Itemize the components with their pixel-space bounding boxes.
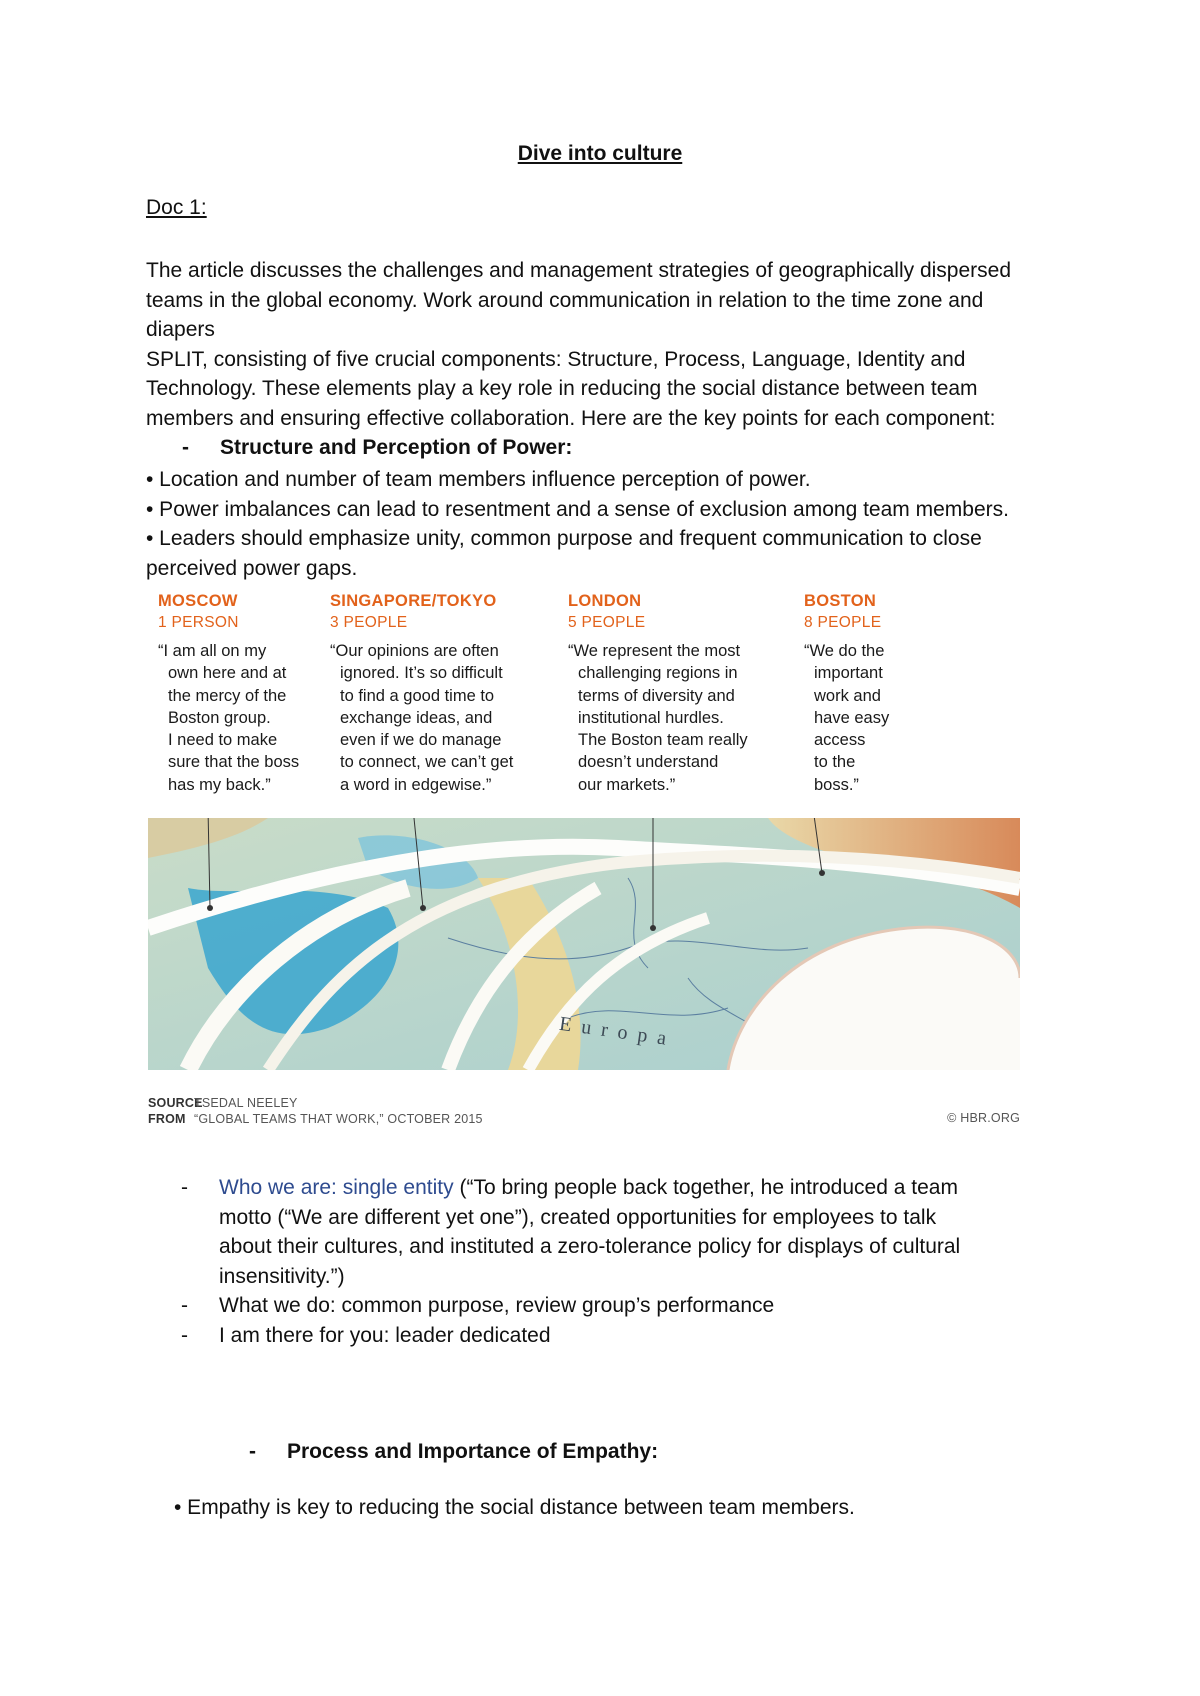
quote-line: own here and at (168, 664, 287, 683)
map-illustration (148, 818, 1020, 1070)
dash-item-text: I am there for you: leader dedicated (219, 1323, 551, 1347)
quote-line: sure that the boss (168, 753, 300, 772)
dash-marker: - (249, 1440, 256, 1463)
quote (568, 640, 788, 796)
quote-line: to the (814, 753, 856, 772)
quote-line: terms of diversity and (578, 686, 735, 705)
quote-line: Boston group. (168, 708, 271, 727)
city-label: SINGAPORE/TOKYO (330, 592, 497, 610)
dash-item-text: insensitivity.”) (219, 1264, 345, 1288)
from-label: FROM (148, 1112, 186, 1126)
people-count: 1 PERSON (158, 614, 239, 631)
intro-line: Technology. These elements play a key role in reducing the social distance between team (146, 377, 978, 400)
dash-marker: - (181, 1176, 188, 1199)
quote-line: challenging regions in (578, 664, 738, 683)
figure-column-london (568, 590, 788, 796)
quote-line: access (814, 731, 866, 750)
quote-line: important (814, 664, 883, 683)
quote-line: “We do the (804, 642, 885, 660)
intro-line: The article discusses the challenges and management strategies of geographically dispersed (146, 259, 1011, 282)
quote-line: boss.” (814, 775, 859, 794)
bullet-item: • Leaders should emphasize unity, common purpose and frequent communication to close (146, 527, 982, 550)
figure-source (148, 1095, 483, 1127)
quote-line: institutional hurdles. (578, 708, 724, 727)
dash-marker: - (182, 436, 189, 459)
dash-item-text: (“To bring people back together, he introduced a team (459, 1176, 958, 1199)
quote-line: exchange ideas, and (340, 708, 493, 727)
quote (804, 640, 954, 796)
quote-line: our markets.” (578, 775, 676, 794)
dash-marker: - (181, 1323, 188, 1347)
dash-list-item (181, 1173, 1061, 1291)
intro-line: teams in the global economy. Work around communication in relation to the time zone and (146, 288, 984, 312)
city-label: BOSTON (804, 592, 877, 610)
section-heading-text: Structure and Perception of Power: (220, 436, 573, 459)
from-value: “GLOBAL TEAMS THAT WORK,” OCTOBER 2015 (194, 1112, 483, 1126)
city-label: MOSCOW (158, 592, 238, 610)
quote-line: have easy (814, 708, 890, 727)
quote-line: even if we do manage (340, 731, 502, 750)
doc-label: Doc 1: (146, 196, 207, 219)
quote-line: to connect, we can’t get (340, 753, 514, 772)
dash-item-text: about their cultures, and instituted a zero-tolerance policy for displays of cultural (219, 1235, 961, 1258)
quote-line: a word in edgewise.” (340, 775, 492, 794)
city-label: LONDON (568, 592, 642, 610)
dash-marker: - (181, 1294, 188, 1317)
dash-list (181, 1173, 1061, 1350)
quote-line: “I am all on my (158, 642, 267, 660)
intro-line: diapers (146, 318, 215, 341)
quote-line: The Boston team really (578, 731, 748, 750)
bullet-item: • Location and number of team members influence perception of power. (146, 468, 811, 491)
people-count: 8 PEOPLE (804, 614, 882, 631)
quote-line: “Our opinions are often (330, 642, 499, 660)
quote-line: I need to make (168, 731, 278, 750)
section-heading-process (249, 1440, 658, 1464)
quote-line: work and (814, 686, 881, 705)
dash-list-item (181, 1291, 1061, 1321)
figure-column-singapore-tokyo (330, 590, 550, 796)
section-heading-structure (182, 436, 572, 460)
people-count: 3 PEOPLE (330, 614, 408, 631)
quote-line: ignored. It’s so difficult (340, 664, 503, 683)
people-count: 5 PEOPLE (568, 614, 646, 631)
quote (330, 640, 550, 796)
dash-item-lead: Who we are: single entity (219, 1176, 460, 1199)
quote-line: to find a good time to (340, 686, 495, 705)
section-heading-text: Process and Importance of Empathy: (287, 1440, 659, 1463)
dash-item-text: What we do: common purpose, review group’s performance (219, 1294, 775, 1317)
quote-line: the mercy of the (168, 686, 287, 705)
quote-line: “We represent the most (568, 642, 741, 660)
bullet-item: • Power imbalances can lead to resentment and a sense of exclusion among team members. (146, 497, 1009, 521)
intro-paragraph (146, 256, 1066, 433)
quote-line: has my back.” (168, 775, 271, 794)
bullet-item: • Empathy is key to reducing the social distance between team members. (174, 1496, 855, 1519)
structure-bullets (146, 465, 1076, 583)
quote-line: doesn’t understand (578, 753, 719, 772)
dash-list-item (181, 1321, 1061, 1351)
bullet-item: perceived power gaps. (146, 556, 358, 580)
process-bullets (174, 1493, 1104, 1523)
figure-column-boston (804, 590, 954, 796)
map-label-europa: Europa (557, 1012, 678, 1051)
dash-item-text: motto (“We are different yet one”), created opportunities for employees to talk (219, 1205, 937, 1229)
source-value: TSEDAL NEELEY (194, 1096, 298, 1110)
intro-line: members and ensuring effective collaboration. Here are the key points for each component: (146, 406, 996, 430)
team-distribution-figure (148, 590, 1028, 1130)
figure-credit: © HBR.ORG (947, 1111, 1020, 1125)
page-title: Dive into culture (517, 142, 683, 165)
source-label: SOURCE (148, 1096, 203, 1110)
intro-line: SPLIT, consisting of five crucial components: Structure, Process, Language, Identity and (146, 347, 966, 371)
